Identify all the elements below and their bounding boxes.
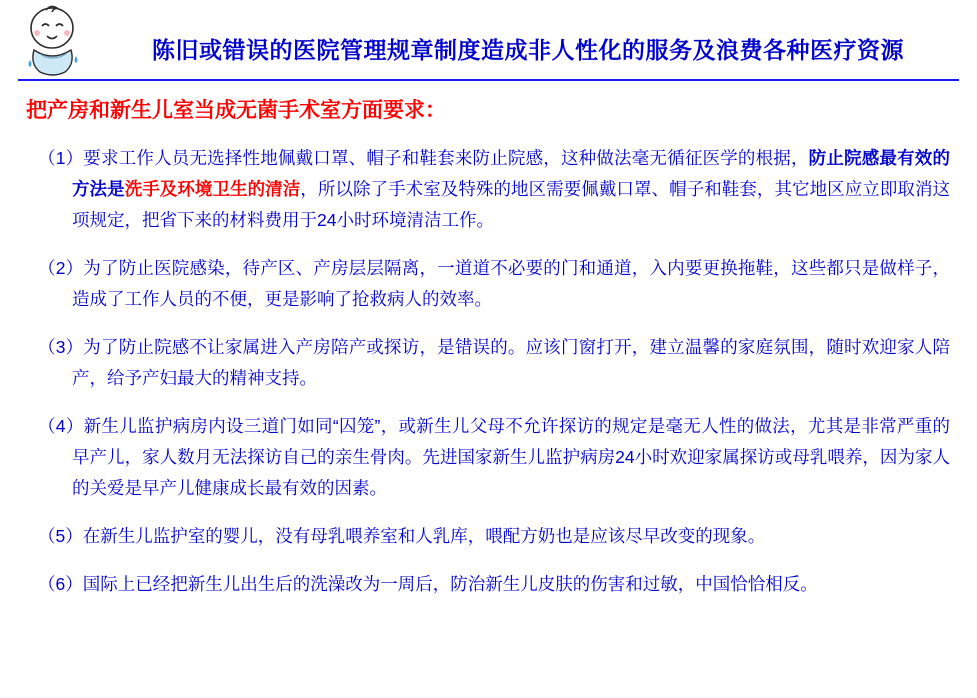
paragraph-item-4 <box>38 411 950 504</box>
text-run: （2）为了防止医院感染，待产区、产房层层隔离，一道道不必要的门和通道，入内要更换拖鞋，这些都只是做样子，造成了工作人员的不便，更是影响了抢救病人的效率。 <box>38 258 950 309</box>
text-run: （1）要求工作人员无选择性地佩戴口罩、帽子和鞋套来防止院感，这种做法毫无循征医学的根据， <box>38 148 809 168</box>
paragraph-item-5 <box>38 521 950 552</box>
text-run: （5）在新生儿监护室的婴儿，没有母乳喂养室和人乳库，喂配方奶也是应该尽早改变的现象。 <box>38 526 766 546</box>
paragraph-text <box>38 332 950 394</box>
paragraph-item-2 <box>38 253 950 315</box>
text-run: ，所以除了手术室及特殊的地区需要佩戴口罩、帽子和鞋套，其它地区应立即取消这项规定，把省下来的材料费用于24小时环境清洁工作。 <box>72 179 951 230</box>
text-run: （4）新生儿监护病房内设三道门如同“囚笼”，或新生儿父母不允许探访的规定是毫无人性的做法，尤其是非常严重的早产儿，家人数月无法探访自己的亲生骨肉。先进国家新生儿监护病房24小时欢迎家属探访或母乳喂养，因为家人的关爱是早产儿健康成长最有效的因素。 <box>38 416 950 498</box>
paragraph-text <box>38 569 950 600</box>
page-title: 陈旧或错误的医院管理规章制度造成非人性化的服务及浪费各种医疗资源 <box>152 37 904 63</box>
header-divider <box>18 79 959 81</box>
paragraph-text <box>38 411 950 504</box>
text-run: 洗手及环境卫生的清洁 <box>124 179 301 199</box>
section-title: 把产房和新生儿室当成无菌手术室方面要求： <box>26 99 446 122</box>
paragraph-text <box>38 253 950 315</box>
paragraph-item-3 <box>38 332 950 394</box>
body-content <box>38 143 950 617</box>
paragraph-text <box>38 521 950 552</box>
text-run: 防止院感最有效的方法是 <box>72 148 950 199</box>
text-run: （3）为了防止院感不让家属进入产房陪产或探访，是错误的。应该门窗打开，建立温馨的家庭氛围，随时欢迎家人陪产，给予产妇最大的精神支持。 <box>38 337 950 388</box>
paragraph-item-1 <box>38 143 950 236</box>
slide-header <box>0 0 977 82</box>
paragraph-text <box>38 143 950 236</box>
paragraph-item-6 <box>38 569 950 600</box>
text-run: （6）国际上已经把新生儿出生后的洗澡改为一周后，防治新生儿皮肤的伤害和过敏，中国恰恰相反。 <box>38 574 818 594</box>
baby-logo <box>14 2 92 80</box>
